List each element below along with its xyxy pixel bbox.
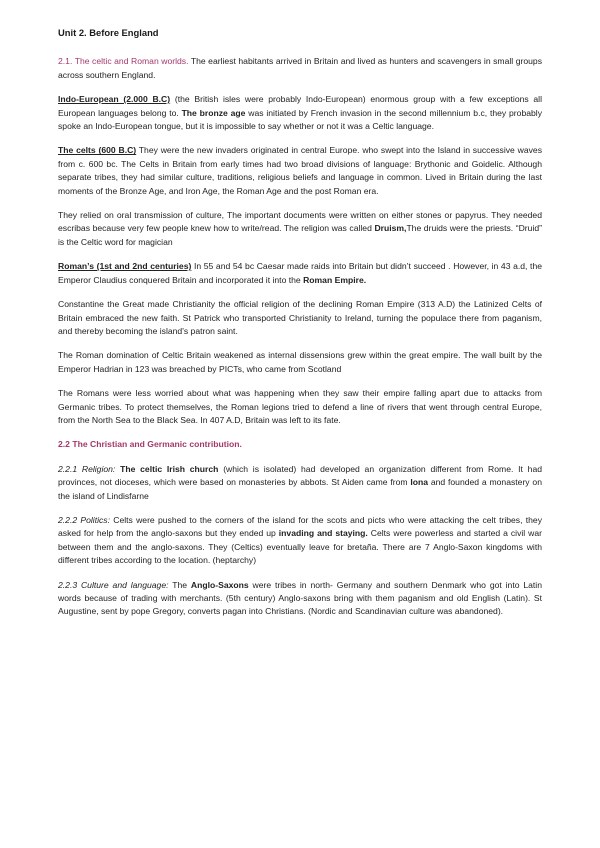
paragraph-2-2-2-politics: 2.2.2 Politics: Celts were pushed to the corners of the island for the scots and picts who were attacking the celt tribes, they asked for help from the anglo-saxons but they ended up invading and staying. Celts were powerless and started a civil war between them and the anglo-saxons. They (Celtics) eventually leave for bretaña. There are 7 Anglo-Saxon kingdoms with different tribes according to the location. (heptarchy) [58,514,543,566]
paragraph-oral-transmission: They relied on oral transmission of culture, The important documents were written on either stones or papyrus. They needed escribas because very few people knew how to write/read. The religion was called Druism,The druids were the priests. “Druid” is the Celtic word for magician [58,210,542,247]
paragraph-roman-domination: The Roman domination of Celtic Britain weakened as internal dissensions grew within the great empire. The wall built by the Emperor Hadrian in 123 was breached by PICTs, who came from Scotland [58,350,542,374]
paragraph-constantine: Constantine the Great made Christianity the official religion of the declining Roman Empire (313 A.D) the Latinized Celts of Britain embraced the new faith. St Patrick who transported Christianity to Ireland, turning the populace there from paganism, and thereby becoming the island's patron saint. [58,299,542,336]
heading-indo-european: Indo-European (2.000 B.C) [58,94,171,105]
section-2-1-heading: 2.1. The celtic and Roman worlds. [58,56,189,67]
paragraph-romans: Roman’s (1st and 2nd centuries) In 55 and 54 bc Caesar made raids into Britain but didn’t succeed . However, in 43 a.d, the Emperor Claudius conquered Britain and incorporated it into the Roman Empire. [58,261,542,285]
paragraph-romans-worried: The Romans were less worried about what was happening when they saw their empire falling apart due to attacks from Germanic tribes. To protect themselves, the Roman legions tried to defend a line of rivers that went through central Europe, from the North Sea to the Black Sea. In 407 A.D, Britain was left to its fate. [58,388,542,425]
paragraph-indo-european: Indo-European (2.000 B.C) (the British isles were probably Indo-European) enormous group with a few exceptions all European languages belong to. The bronze age was initiated by French invasion in the second millennium b.c, they probably spoke an Indo-European tongue, but it is impossible to say whether or not it was a Celtic language. [58,94,542,132]
section-2-2-heading: 2.2 The Christian and Germanic contribution. [58,439,242,450]
paragraph-2-2-3-culture: 2.2.3 Culture and language: The Anglo-Saxons were tribes in north- Germany and southern Denmark who got into Latin words because of trading with merchants. (5th century) Anglo-saxons bring with them paganism and old English (Latin). St Augustine, sent by pope Gregory, converts pagan into Christians. (Nordic and Scandinavian culture was abandoned). [58,579,542,617]
paragraph-2-2-1-religion: 2.2.1 Religion: The celtic Irish church (which is isolated) had developed an organization different from Rome. It had provinces, not dioceses, which were based on monasteries by abbots. St Aiden came from Iona and founded a monastery on the island of Lindisfarne [58,463,542,501]
heading-romans: Roman’s (1st and 2nd centuries) [58,261,192,272]
section-2-1-intro: 2.1. The celtic and Roman worlds. The earliest habitants arrived in Britain and lived as hunters and scavengers in small groups across southern England. [58,56,542,80]
page-title: Unit 2. Before England [58,27,159,38]
document-page [58,26,542,630]
heading-celts: The celts (600 B.C) [58,145,137,156]
paragraph-celts: The celts (600 B.C) They were the new invaders originated in central Europe. who swept into the Island in successive waves from c. 600 bc. The Celts in Britain from early times had two broad divisions of language: Brythonic and Goidelic. Although separate tribes, they had similar culture, traditions, religious beliefs and language in common. Lived in Britain during the last moments of the Bronze Age, and Iron Age, the Roman Age and the post Roman era. [58,145,542,196]
